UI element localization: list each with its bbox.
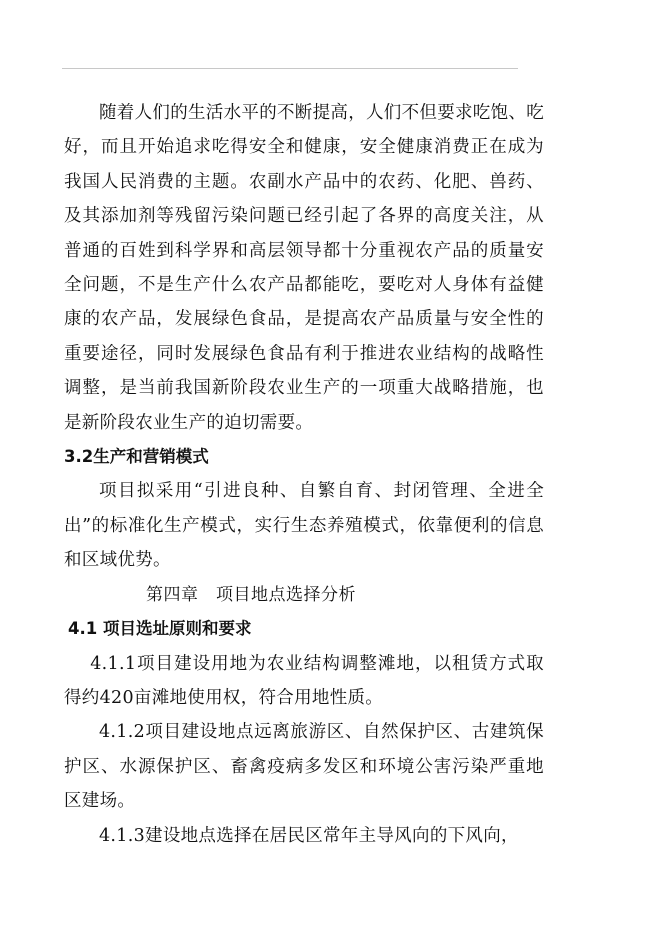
section-heading-3-2: 3.2生产和营销模式	[64, 447, 209, 467]
header-rule	[62, 68, 518, 69]
document-body	[64, 96, 544, 853]
chapter-heading-4: 第四章 项目地点选择分析	[146, 584, 356, 605]
item-4-1-3: 4.1.3建设地点选择在居民区常年主导风向的下风向，	[99, 825, 519, 846]
section-heading-4-1: 4.1 项目选址原则和要求	[68, 619, 252, 639]
item-4-1-1: 4.1.1项目建设用地为农业结构调整滩地，以租赁方式取得约420亩滩地使用权，符合用地性质。	[64, 653, 544, 708]
paragraph-food-safety: 随着人们的生活水平的不断提高，人们不但要求吃饱、吃好，而且开始追求吃得安全和健康，安全健康消费正在成为我国人民消费的主题。农副水产品中的农药、化肥、兽药、及其添加剂等残留污染问题已经引起了各界的高度关注，从普通的百姓到科学界和高层领导都十分重视农产品的质量安全问题，不是生产什么农产品都能吃，要吃对人身体有益健康的农产品，发展绿色食品，是提高农产品质量与安全性的重要途径，同时发展绿色食品有利于推进农业结构的战略性调整，是当前我国新阶段农业生产的一项重大战略措施，也是新阶段农业生产的迫切需要。	[64, 103, 544, 433]
item-4-1-2: 4.1.2项目建设地点远离旅游区、自然保护区、古建筑保护区、水源保护区、畜禽疫病多发区和环境公害污染严重地区建场。	[64, 722, 544, 812]
paragraph-production-model: 项目拟采用“引进良种、自繁自育、封闭管理、全进全出”的标准化生产模式，实行生态养殖模式，依靠便利的信息和区域优势。	[64, 481, 544, 571]
